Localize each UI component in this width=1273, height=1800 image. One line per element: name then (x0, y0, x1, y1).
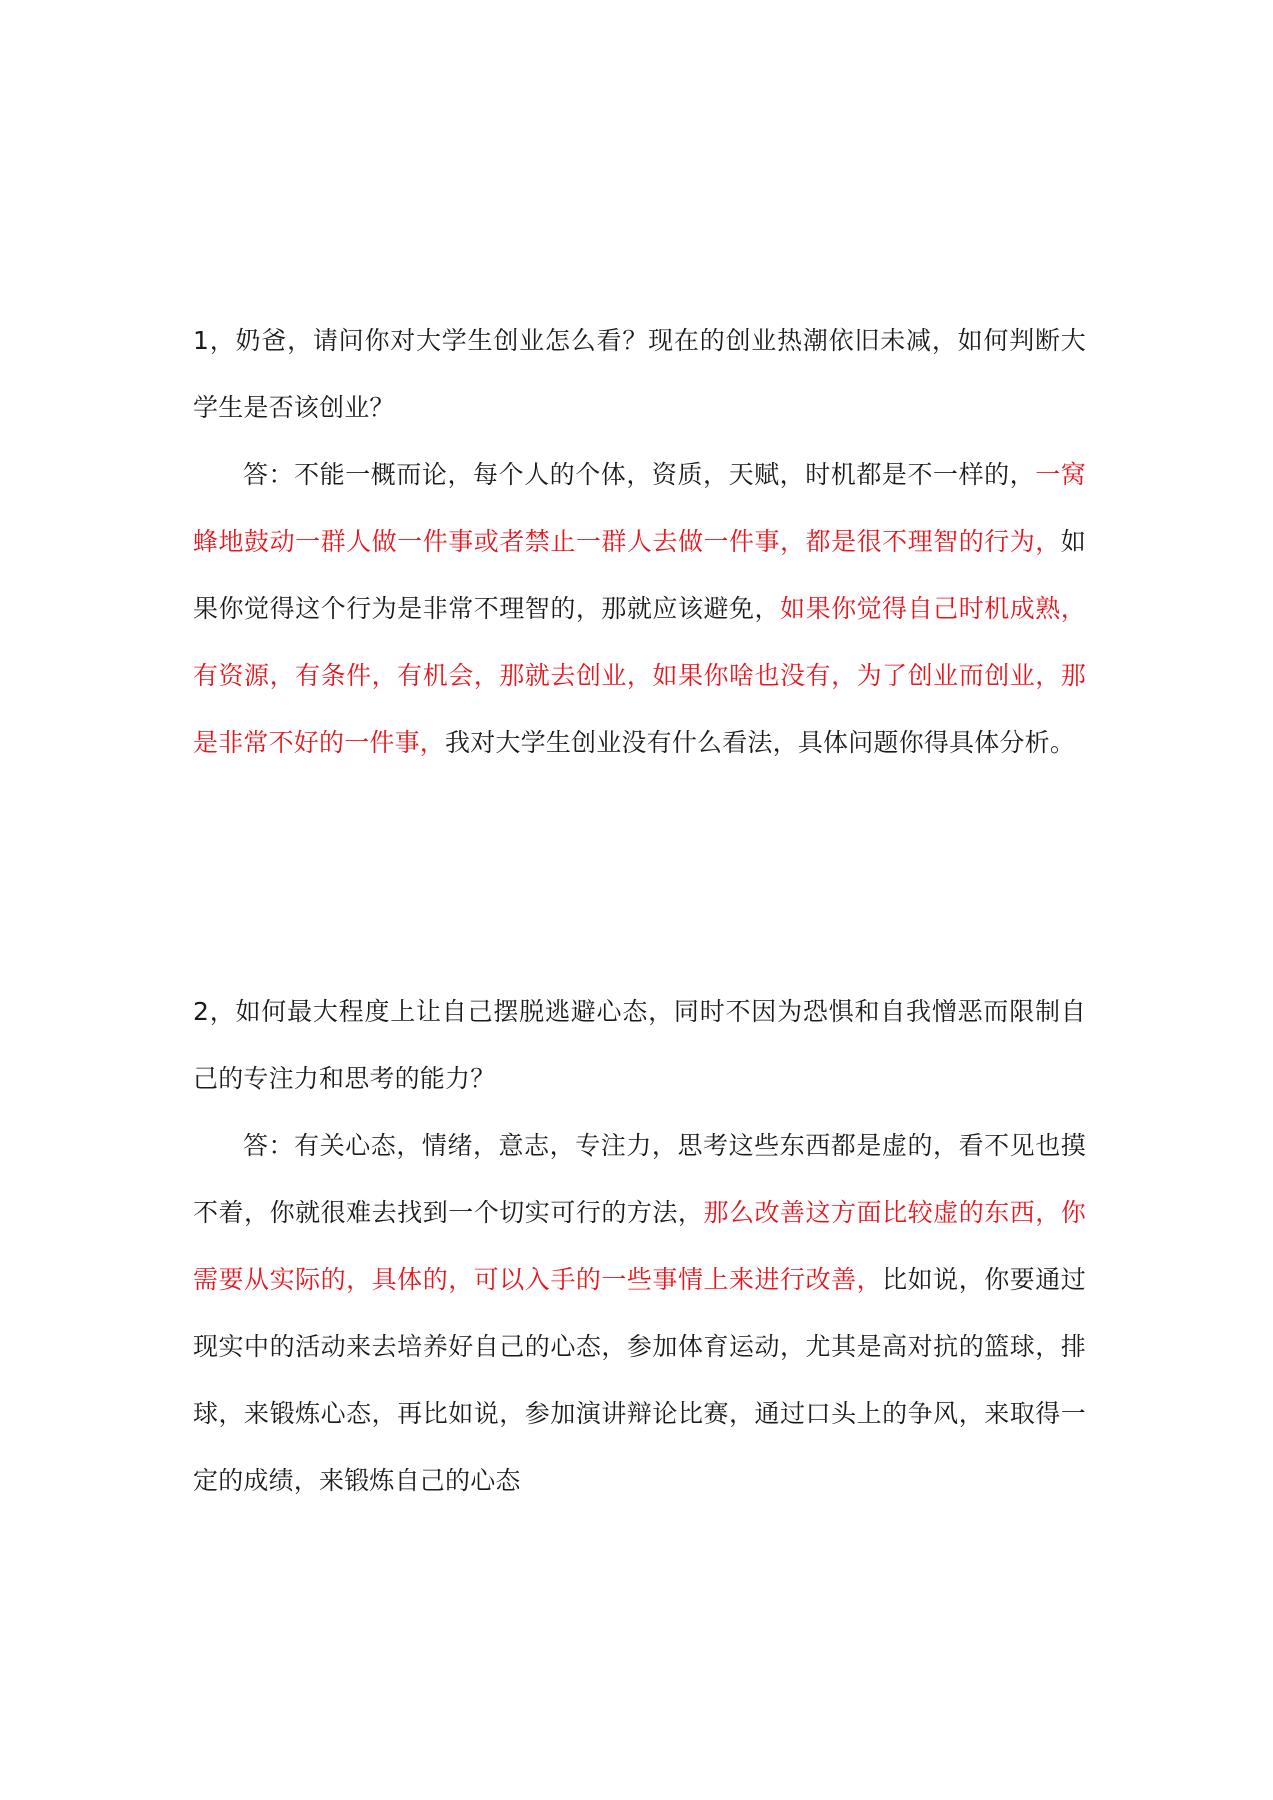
answer-1-text: 答：不能一概而论，每个人的个体，资质，天赋，时机都是不一样的， (243, 460, 1036, 489)
qa-item-1 (193, 307, 1086, 776)
answer-1-highlight: 一窝蜂地鼓动一群人做一件事或者禁止一群人去做一件事，都是很不理智的行为， (193, 460, 1087, 556)
question-1: 1，奶爸，请问你对大学生创业怎么看？现在的创业热潮依旧未减，如何判断大学生是否该创业？ (193, 326, 1086, 422)
answer-2-highlight: 那么改善这方面比较虚的东西，你需要从实际的，具体的，可以入手的一些事情上来进行改善， (193, 1198, 1086, 1294)
qa-item-2 (193, 978, 1086, 1514)
answer-1-highlight: 如果你觉得自己时机成熟，有资源，有条件，有机会，那就去创业，如果你啥也没有，为了创业而创业，那是非常不好的一件事， (193, 594, 1087, 757)
answer-1 (193, 441, 1086, 776)
answer-1-text: 如果你觉得这个行为是非常不理智的，那就应该避免， (193, 527, 1086, 623)
answer-2-text: 比如说，你要通过现实中的活动来去培养好自己的心态，参加体育运动，尤其是高对抗的篮球，排球，来锻炼心态，再比如说，参加演讲辩论比赛，通过口头上的争风，来取得一定的成绩，来锻炼自己的心态 (193, 1265, 1086, 1495)
question-2: 2，如何最大程度上让自己摆脱逃避心态，同时不因为恐惧和自我憎恶而限制自己的专注力和思考的能力？ (193, 997, 1086, 1093)
answer-2-text: 答：有关心态，情绪，意志，专注力，思考这些东西都是虚的，看不见也摸不着，你就很难去找到一个切实可行的方法， (193, 1131, 1086, 1227)
answer-2 (193, 1112, 1086, 1514)
answer-1-text: 我对大学生创业没有什么看法，具体问题你得具体分析。 (445, 728, 1076, 757)
